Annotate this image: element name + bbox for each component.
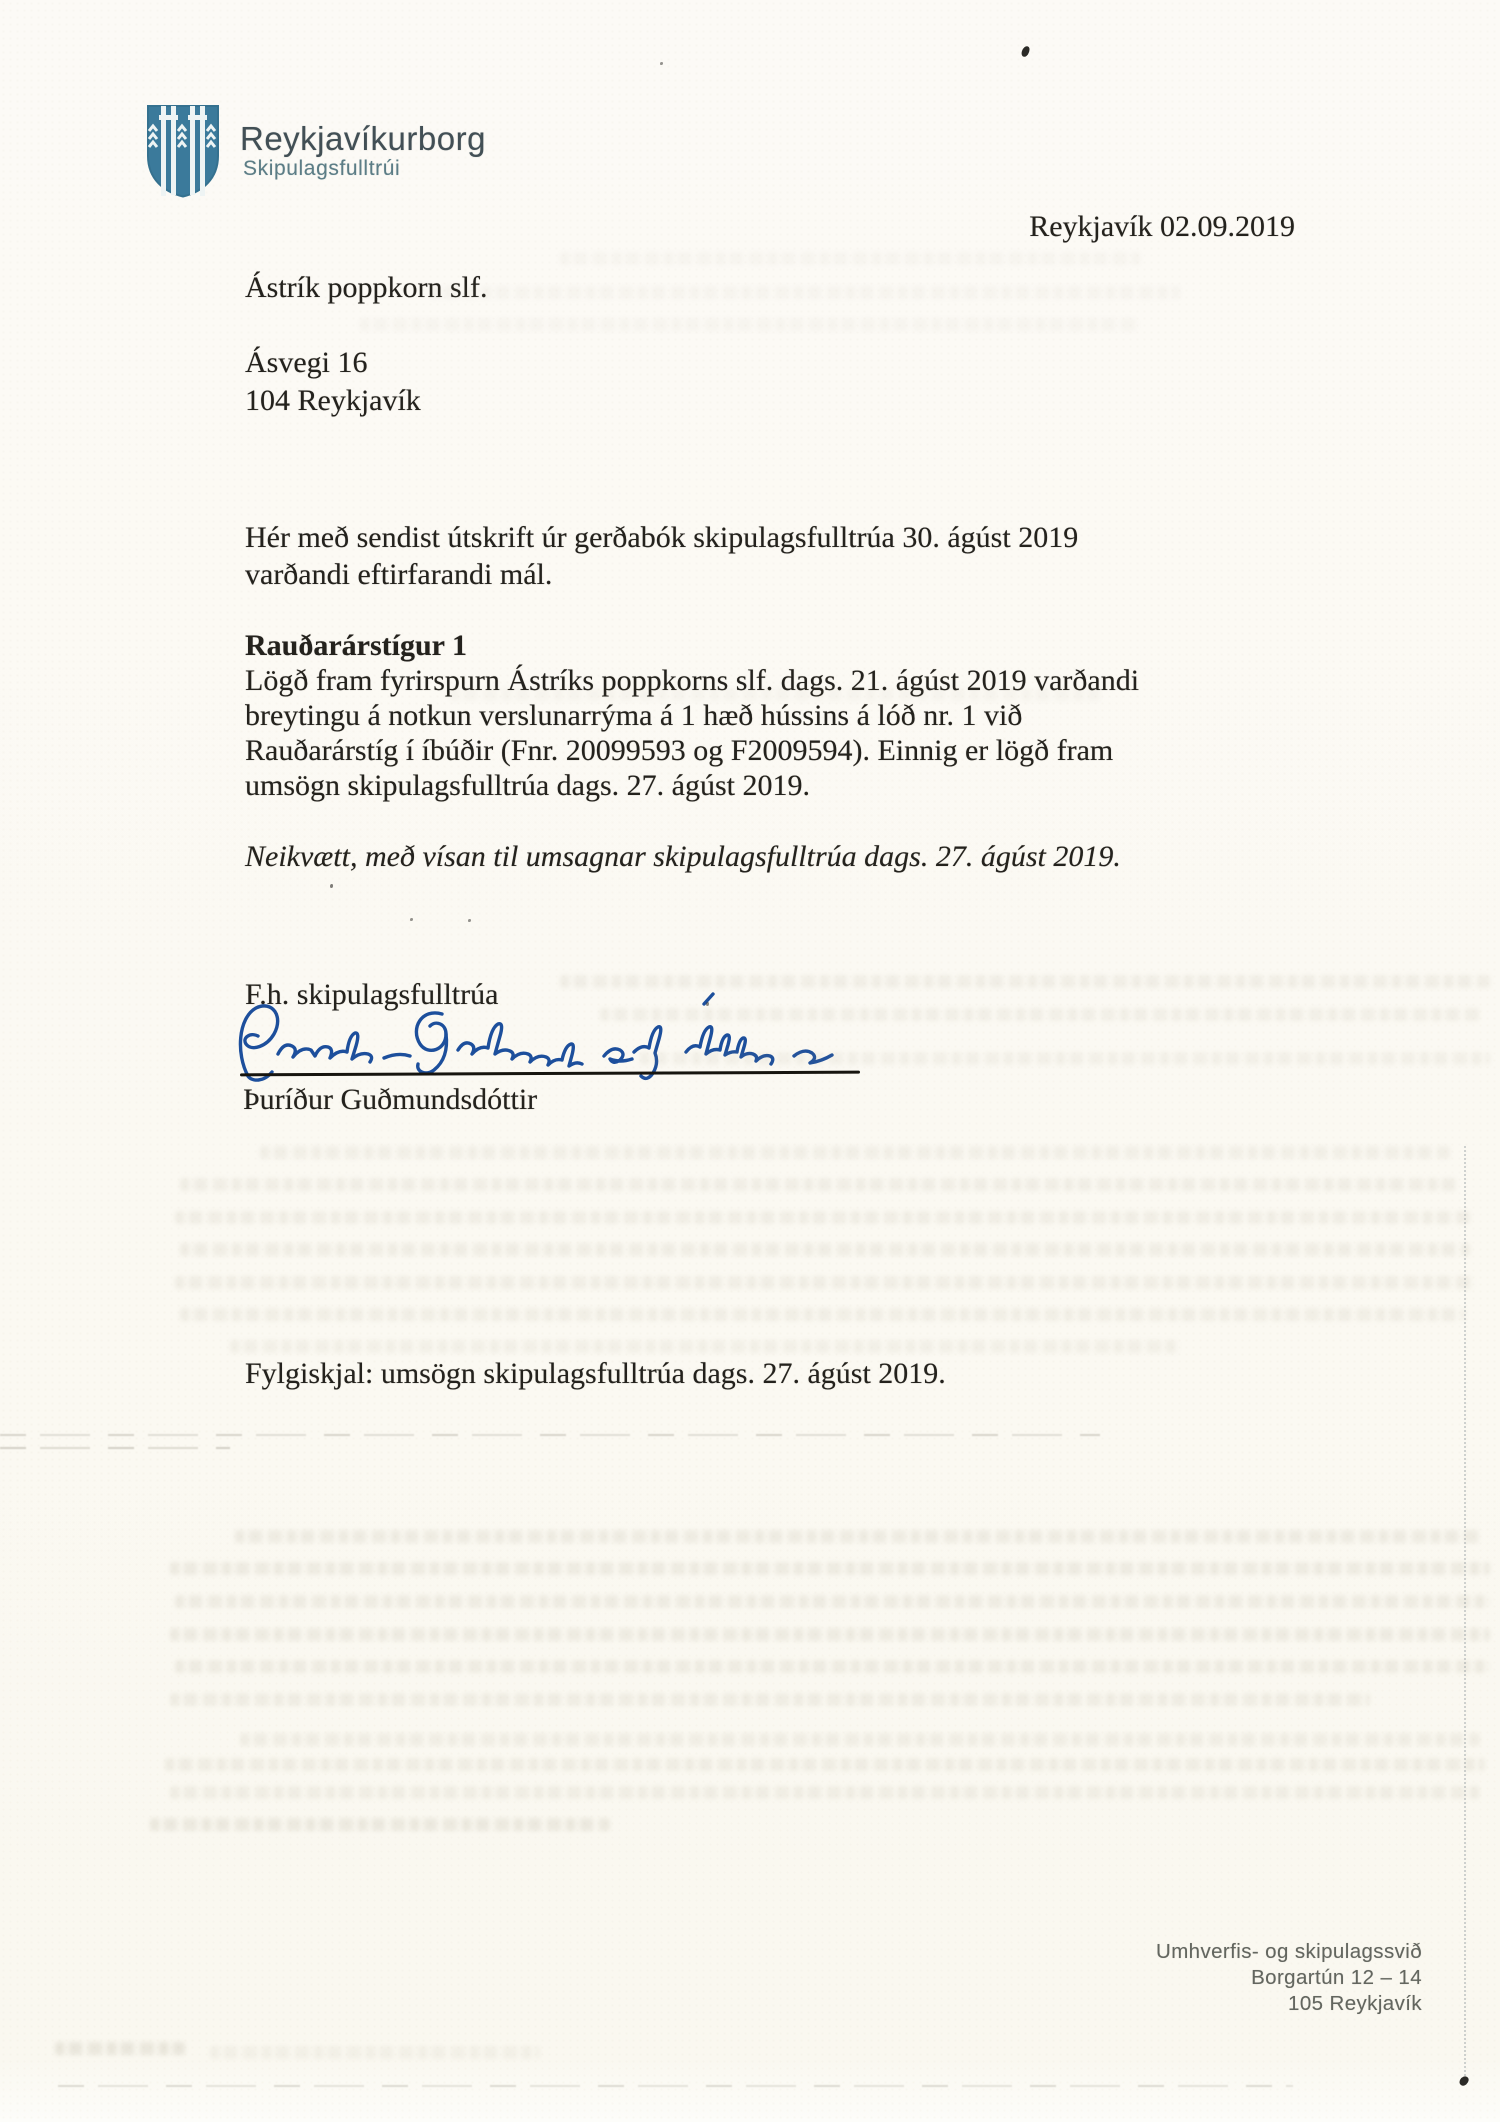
place-and-date: Reykjavík 02.09.2019 — [1029, 210, 1295, 243]
attachment-line: Fylgiskjal: umsögn skipulagsfulltrúa dags. 27. ágúst 2019. — [245, 1357, 946, 1390]
signer-printed-name: Þuríður Guðmundsdóttir — [243, 1083, 538, 1116]
on-behalf-line: F.h. skipulagsfulltrúa — [245, 978, 499, 1011]
intro-paragraph: Hér með sendist útskrift úr gerðabók skipulagsfulltrúa 30. ágúst 2019 varðandi eftirfarandi mál. — [245, 521, 1094, 591]
recipient-street: Ásvegi 16 — [245, 346, 368, 379]
case-paragraph: Lögð fram fyrirspurn Ástríks poppkorns slf. dags. 21. ágúst 2019 varðandi breytingu á notkun verslunarrýma á 1 hæð hússins á lóð nr. 1 við Rauðarárstíg í íbúðir (Fnr. 20099593 og F2009594). Einnig er lögð fram umsögn skipulagsfulltrúa dags. 27. ágúst 2019. — [245, 664, 1140, 802]
case-title: Rauðarárstígur 1 — [245, 629, 467, 662]
recipient-city: 104 Reykjavík — [245, 384, 421, 417]
footer-city: 105 Reykjavík — [1288, 1992, 1422, 2015]
ink-speck — [1458, 2075, 1470, 2088]
org-name: Reykjavíkurborg — [240, 120, 486, 157]
ink-speck — [330, 884, 333, 888]
recipient-name: Ástrík poppkorn slf. — [245, 271, 488, 304]
reykjavik-coat-of-arms-icon — [145, 103, 221, 199]
ink-speck — [410, 918, 413, 921]
ink-speck — [1020, 45, 1030, 58]
ink-speck — [468, 919, 471, 922]
footer-address — [1156, 1939, 1422, 2017]
artifact-line — [0, 1447, 230, 1449]
ink-speck — [660, 62, 663, 65]
decision-line: Neikvætt, með vísan til umsagnar skipulagsfulltrúa dags. 27. ágúst 2019. — [245, 840, 1121, 873]
footer-street: Borgartún 12 – 14 — [1251, 1966, 1422, 1989]
artifact-line — [0, 1434, 1100, 1436]
artifact-dotted-line — [1464, 1146, 1466, 2076]
org-department: Skipulagsfulltrúi — [243, 157, 401, 180]
footer-division: Umhverfis- og skipulagssvið — [1156, 1940, 1422, 1963]
artifact-line — [58, 2085, 1293, 2087]
